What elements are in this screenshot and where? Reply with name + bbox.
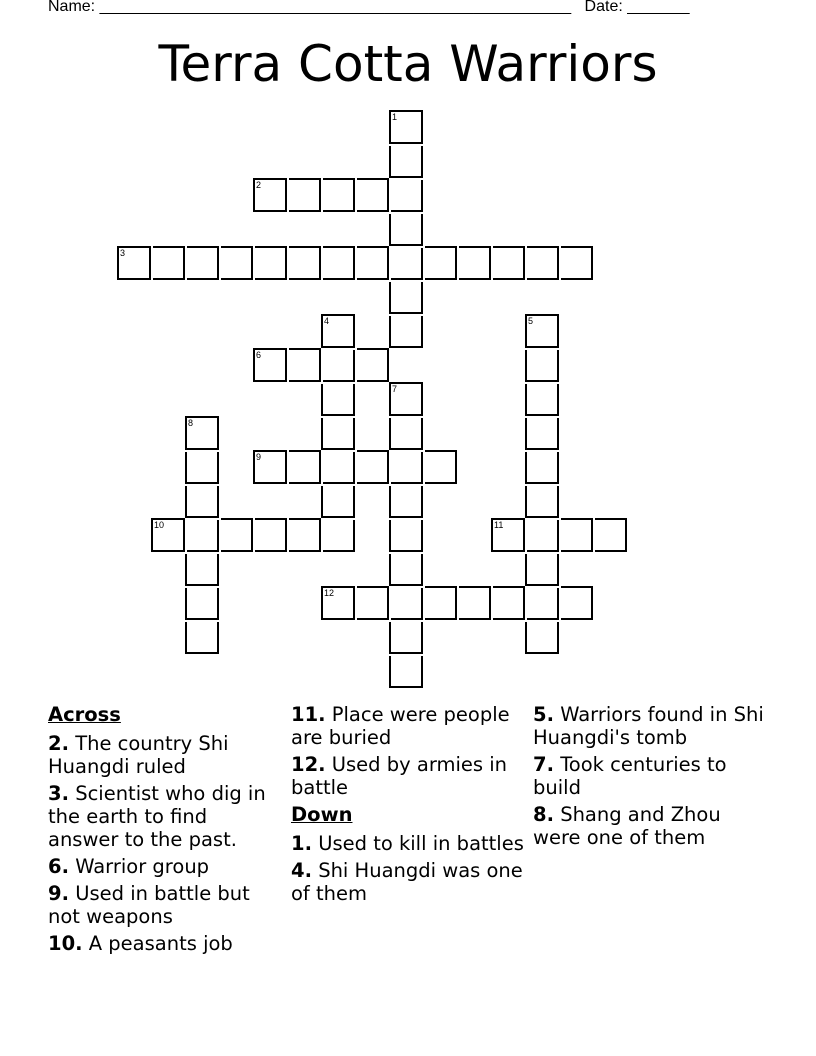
clue-column-3 [533,703,768,853]
clue-across-12 [291,753,526,799]
clue-text: The country Shi Huangdi ruled [48,732,229,778]
clue-number: 6. [48,855,69,878]
clue-number-label: 9 [256,452,262,462]
clue-column-2 [291,703,526,909]
grid-cell[interactable] [389,382,423,416]
grid-cell[interactable] [321,384,355,416]
grid-cell[interactable] [357,178,389,212]
grid-cell[interactable] [289,518,321,552]
grid-cell[interactable] [389,656,423,688]
clue-number-label: 4 [324,316,330,326]
clue-text: A peasants job [88,932,233,955]
grid-cell[interactable] [391,180,423,212]
clue-number: 7. [533,753,554,776]
grid-cell[interactable] [391,248,423,280]
grid-cell[interactable] [493,246,525,280]
grid-cell[interactable] [323,178,355,212]
clue-number: 5. [533,703,554,726]
grid-cell[interactable] [491,518,525,552]
clue-number-label: 12 [324,588,335,598]
grid-cell[interactable] [525,452,559,484]
grid-cell[interactable] [389,486,423,518]
grid-cell[interactable] [321,314,355,348]
clue-number: 1. [291,832,312,855]
grid-cell[interactable] [525,314,559,348]
grid-cell[interactable] [389,214,423,246]
grid-cell[interactable] [253,178,287,212]
grid-cell[interactable] [389,622,423,654]
name-label: Name: [48,0,96,15]
grid-cell[interactable] [221,518,253,552]
grid-cell[interactable] [255,246,287,280]
clue-number: 4. [291,859,312,882]
grid-cell[interactable] [389,554,423,586]
grid-cell[interactable] [459,246,491,280]
name-blank: _____________________________________________________ [99,0,572,15]
grid-cell[interactable] [525,418,559,450]
grid-cell[interactable] [323,452,355,484]
grid-cell[interactable] [357,450,389,484]
grid-cell[interactable] [389,520,423,552]
grid-cell[interactable] [323,246,355,280]
grid-cell[interactable] [525,554,559,586]
clue-down-4 [291,859,526,905]
clue-across-6 [48,855,283,878]
grid-cell[interactable] [289,348,321,382]
grid-cell[interactable] [255,518,287,552]
grid-cell[interactable] [185,416,219,450]
clue-number: 8. [533,803,554,826]
grid-cell[interactable] [561,246,593,280]
grid-cell[interactable] [389,146,423,178]
grid-cell[interactable] [151,518,185,552]
grid-cell[interactable] [459,586,491,620]
clue-down-5 [533,703,768,749]
grid-cell[interactable] [289,450,321,484]
grid-cell[interactable] [527,246,559,280]
grid-cell[interactable] [187,520,219,552]
grid-cell[interactable] [525,622,559,654]
clue-text: Shi Huangdi was one of them [291,859,523,905]
clue-down-8 [533,803,768,849]
grid-cell[interactable] [185,588,219,620]
clue-number: 10. [48,932,83,955]
clue-number-label: 5 [528,316,534,326]
clue-number: 2. [48,732,69,755]
clue-down-1 [291,832,526,855]
clue-number: 12. [291,753,326,776]
grid-cell[interactable] [425,586,457,620]
grid-cell[interactable] [357,348,389,382]
clue-number-label: 1 [392,112,398,122]
clue-number-label: 6 [256,350,262,360]
grid-cell[interactable] [525,350,559,382]
clue-across-9 [48,882,283,928]
grid-cell[interactable] [289,246,321,280]
grid-cell[interactable] [493,586,525,620]
grid-cell[interactable] [323,520,355,552]
across-heading: Across [48,703,121,726]
grid-cell[interactable] [253,348,287,382]
clue-text: Used to kill in battles [318,832,524,855]
clue-text: Took centuries to build [533,753,727,799]
grid-cell[interactable] [289,178,321,212]
grid-cell[interactable] [527,520,559,552]
grid-cell[interactable] [389,110,423,144]
clue-across-2 [48,732,283,778]
grid-cell[interactable] [253,450,287,484]
date-label: Date: [584,0,623,15]
clue-down-7 [533,753,768,799]
clue-text: Warrior group [75,855,210,878]
grid-cell[interactable] [391,452,423,484]
clue-number-label: 7 [392,384,398,394]
grid-cell[interactable] [323,350,355,382]
grid-cell[interactable] [153,246,185,280]
grid-cell[interactable] [527,588,559,620]
grid-cell[interactable] [221,246,253,280]
clue-number: 9. [48,882,69,905]
grid-cell[interactable] [321,486,355,518]
clue-text: Place were people are buried [291,703,510,749]
clue-number-label: 11 [494,520,504,530]
clue-text: Warriors found in Shi Huangdi's tomb [533,703,764,749]
clue-text: Used in battle but not weapons [48,882,250,928]
grid-cell[interactable] [525,384,559,416]
grid-cell[interactable] [357,246,389,280]
grid-cell[interactable] [117,246,151,280]
grid-cell[interactable] [321,418,355,450]
clue-number-label: 3 [120,248,126,258]
grid-cell[interactable] [185,622,219,654]
grid-cell[interactable] [389,316,423,348]
grid-cell[interactable] [389,282,423,314]
clue-text: Scientist who dig in the earth to find answer to the past. [48,782,266,851]
grid-cell[interactable] [389,418,423,450]
date-blank: _______ [627,0,690,15]
grid-cell[interactable] [185,452,219,484]
grid-cell[interactable] [187,246,219,280]
grid-cell[interactable] [185,554,219,586]
grid-cell[interactable] [185,486,219,518]
grid-cell[interactable] [525,486,559,518]
clue-text: Used by armies in battle [291,753,508,799]
clue-number-label: 8 [188,418,194,428]
grid-cell[interactable] [595,518,627,552]
grid-cell[interactable] [561,518,593,552]
clue-across-3 [48,782,283,851]
clue-across-10 [48,932,283,955]
puzzle-title: Terra Cotta Warriors [158,35,658,93]
clue-number-label: 2 [256,180,262,190]
down-heading: Down [291,803,353,826]
clue-text: Shang and Zhou were one of them [533,803,721,849]
clue-number: 3. [48,782,69,805]
grid-cell[interactable] [561,586,593,620]
grid-cell[interactable] [425,450,457,484]
clue-across-11 [291,703,526,749]
clue-column-1 [48,703,283,959]
grid-cell[interactable] [321,586,355,620]
clue-number: 11. [291,703,326,726]
grid-cell[interactable] [357,586,389,620]
clue-number-label: 10 [154,520,165,530]
grid-cell[interactable] [425,246,457,280]
grid-cell[interactable] [391,588,423,620]
